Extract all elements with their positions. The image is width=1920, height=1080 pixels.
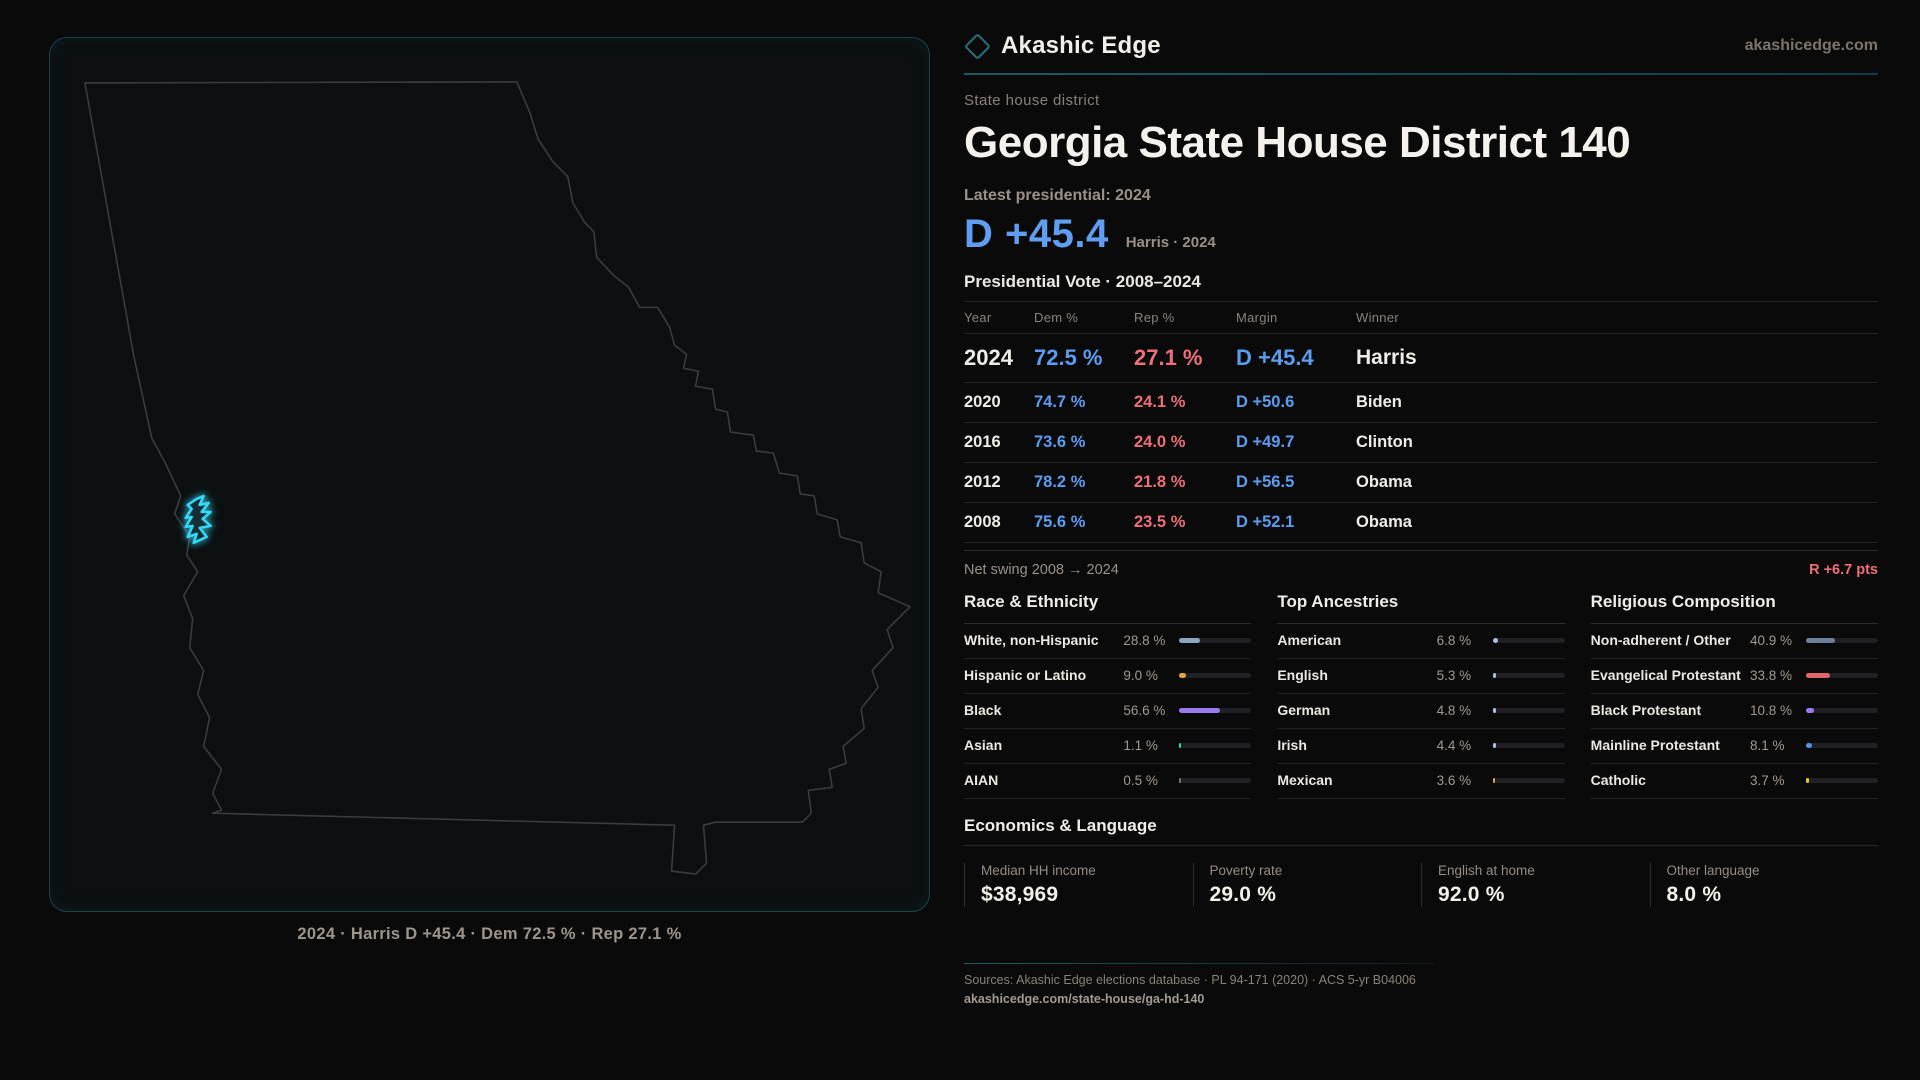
- demo-bar: [1179, 743, 1251, 748]
- demo-bar: [1806, 778, 1878, 783]
- demo-bar-fill: [1806, 743, 1812, 748]
- top-ancestries-column: [1277, 592, 1564, 799]
- demo-row: [964, 729, 1251, 764]
- year-cell: 2016: [964, 432, 1001, 451]
- rep-cell: 24.0 %: [1134, 432, 1186, 451]
- economics-stat-value: $38,969: [981, 882, 1059, 906]
- demo-row: [964, 764, 1251, 799]
- demo-row: [1277, 694, 1564, 729]
- result-row: [964, 503, 1878, 543]
- demo-bar: [1179, 673, 1251, 678]
- district-kicker: State house district: [964, 91, 1100, 109]
- demo-bar: [1806, 638, 1878, 643]
- year-cell: 2020: [964, 392, 1001, 411]
- demo-value: 3.6 %: [1436, 773, 1472, 788]
- demo-label: Hispanic or Latino: [964, 666, 1087, 683]
- demo-bar: [1179, 778, 1251, 783]
- demo-bar-fill: [1179, 778, 1181, 783]
- demo-section-title: Religious Composition: [1591, 592, 1878, 624]
- demo-row: [1277, 729, 1564, 764]
- demo-bar: [1806, 743, 1878, 748]
- demo-bar-fill: [1179, 673, 1185, 678]
- economics-stat-value: 29.0 %: [1209, 882, 1277, 906]
- demo-row: [1591, 729, 1878, 764]
- demo-value: 6.8 %: [1436, 633, 1472, 648]
- margin-cell: D +50.6: [1236, 392, 1295, 411]
- headline-stat: [964, 212, 1878, 257]
- table-end-divider: [964, 550, 1878, 551]
- demo-value: 8.1 %: [1750, 738, 1785, 753]
- demo-row: [964, 624, 1251, 659]
- demo-row: [1591, 624, 1878, 659]
- margin-cell: D +52.1: [1236, 512, 1295, 531]
- demo-row: [1277, 624, 1564, 659]
- demo-bar-fill: [1806, 673, 1830, 678]
- economics-title: Economics & Language: [964, 815, 1157, 835]
- demo-bar-fill: [1806, 708, 1814, 713]
- demo-value: 33.8 %: [1750, 668, 1793, 683]
- demo-value: 0.5 %: [1123, 773, 1158, 788]
- demo-label: English: [1277, 666, 1328, 683]
- demo-bar: [1493, 673, 1565, 678]
- demo-bar-fill: [1493, 708, 1496, 713]
- demo-row: [964, 659, 1251, 694]
- results-table-title: Presidential Vote · 2008–2024: [964, 271, 1201, 291]
- result-row: [964, 383, 1878, 423]
- economics-stat-label: Other language: [1666, 862, 1760, 878]
- year-cell: 2024: [964, 344, 1013, 370]
- demo-label: White, non-Hispanic: [964, 631, 1099, 648]
- map-caption: 2024 · Harris D +45.4 · Dem 72.5 % · Rep 27.1 %: [297, 925, 682, 943]
- report-panel: [964, 30, 1878, 1006]
- economics-stats: [964, 863, 1878, 907]
- economics-divider: [964, 845, 1878, 846]
- demo-value: 4.4 %: [1436, 738, 1472, 753]
- demo-label: Mainline Protestant: [1590, 736, 1720, 753]
- diamond-logo-icon: [964, 33, 991, 60]
- brand-header: [964, 30, 1878, 62]
- demo-row: [1591, 764, 1878, 799]
- brand-logo: [964, 32, 1161, 60]
- header-divider: [964, 73, 1878, 75]
- demo-section-title: Top Ancestries: [1277, 592, 1564, 624]
- economics-stat: [964, 863, 1193, 907]
- economics-stat-label: Median HH income: [981, 862, 1096, 878]
- demo-bar: [1493, 708, 1565, 713]
- demo-row: [964, 694, 1251, 729]
- demo-value: 28.8 %: [1123, 633, 1166, 648]
- latest-presidential-label: Latest presidential: 2024: [964, 186, 1151, 204]
- demo-bar: [1493, 743, 1565, 748]
- demo-value: 56.6 %: [1123, 703, 1166, 718]
- economics-stat-label: Poverty rate: [1209, 862, 1283, 878]
- demo-bar: [1806, 673, 1878, 678]
- economics-stat: [1650, 863, 1879, 907]
- demo-value: 5.3 %: [1436, 668, 1472, 683]
- results-table-header: [964, 302, 1878, 334]
- demo-bar: [1493, 638, 1565, 643]
- demo-bar: [1179, 708, 1251, 713]
- rep-cell: 24.1 %: [1134, 392, 1186, 411]
- margin-cell: D +56.5: [1236, 472, 1295, 491]
- result-row: [964, 463, 1878, 503]
- demo-section-title: Race & Ethnicity: [964, 592, 1251, 624]
- footer-divider: [964, 963, 1434, 965]
- headline-margin-value: D +45.4: [964, 211, 1109, 256]
- economics-stat-value: 8.0 %: [1666, 882, 1722, 906]
- demo-value: 9.0 %: [1123, 668, 1158, 683]
- page-title: Georgia State House District 140: [964, 117, 1631, 167]
- demo-value: 40.9 %: [1750, 633, 1793, 648]
- column-header-c-demh: Dem %: [1034, 309, 1079, 325]
- demo-label: Evangelical Protestant: [1590, 666, 1741, 683]
- winner-cell: Obama: [1356, 472, 1412, 491]
- winner-cell: Biden: [1356, 392, 1402, 411]
- net-swing-row: [964, 562, 1878, 578]
- demo-value: 3.7 %: [1750, 773, 1785, 788]
- dem-cell: 72.5 %: [1034, 344, 1103, 370]
- dem-cell: 74.7 %: [1034, 392, 1086, 411]
- winner-cell: Obama: [1356, 512, 1412, 531]
- demo-bar: [1493, 778, 1565, 783]
- demo-value: 1.1 %: [1123, 738, 1158, 753]
- column-header-c-marginh: Margin: [1236, 309, 1278, 325]
- demo-bar-fill: [1806, 638, 1835, 643]
- demo-bar-fill: [1179, 638, 1200, 643]
- column-header-c-reph: Rep %: [1134, 309, 1175, 325]
- demo-label: Irish: [1277, 736, 1307, 753]
- margin-cell: D +49.7: [1236, 432, 1295, 451]
- winner-cell: Harris: [1356, 345, 1417, 369]
- demo-row: [1591, 694, 1878, 729]
- dem-cell: 73.6 %: [1034, 432, 1086, 451]
- demo-bar-fill: [1179, 708, 1220, 713]
- results-table: [964, 301, 1878, 543]
- demo-bar-fill: [1806, 778, 1809, 783]
- demo-bar-fill: [1493, 638, 1498, 643]
- georgia-map: [50, 38, 929, 911]
- demographics-grid: [964, 592, 1878, 799]
- permalink-url[interactable]: akashicedge.com/state-house/ga-hd-140: [964, 992, 1205, 1006]
- demo-label: Asian: [964, 736, 1003, 753]
- rep-cell: 23.5 %: [1134, 512, 1186, 531]
- demo-bar-fill: [1179, 743, 1181, 748]
- sources-line: Sources: Akashic Edge elections database · PL 94-171 (2020) · ACS 5-yr B04006: [964, 973, 1416, 987]
- demo-label: American: [1277, 631, 1342, 648]
- demo-row: [1277, 764, 1564, 799]
- dem-cell: 75.6 %: [1034, 512, 1086, 531]
- brand-name: Akashic Edge: [1001, 32, 1161, 59]
- demo-value: 4.8 %: [1436, 703, 1472, 718]
- demo-label: German: [1277, 701, 1331, 718]
- economics-stat: [1193, 863, 1422, 907]
- demo-value: 10.8 %: [1750, 703, 1793, 718]
- brand-domain-link[interactable]: akashicedge.com: [1744, 37, 1878, 54]
- economics-stat-value: 92.0 %: [1438, 882, 1505, 906]
- column-header-c-winnerh: Winner: [1356, 309, 1399, 325]
- race-ethnicity-column: [964, 592, 1251, 799]
- rep-cell: 21.8 %: [1134, 472, 1186, 491]
- economics-stat: [1421, 863, 1650, 907]
- demo-bar: [1806, 708, 1878, 713]
- state-map-panel: [49, 37, 930, 912]
- religious-composition-column: [1591, 592, 1878, 799]
- result-row: [964, 334, 1878, 383]
- year-cell: 2012: [964, 472, 1001, 491]
- rep-cell: 27.1 %: [1134, 344, 1203, 370]
- net-swing-value: R +6.7 pts: [1809, 561, 1878, 578]
- georgia-outline: [85, 82, 910, 874]
- demo-bar-fill: [1493, 743, 1496, 748]
- demo-bar: [1179, 638, 1251, 643]
- column-header-c-yearh: Year: [964, 309, 992, 325]
- demo-label: Catholic: [1590, 771, 1646, 788]
- dem-cell: 78.2 %: [1034, 472, 1086, 491]
- result-row: [964, 423, 1878, 463]
- demo-label: Non-adherent / Other: [1590, 631, 1731, 648]
- demo-row: [1591, 659, 1878, 694]
- demo-bar-fill: [1493, 778, 1496, 783]
- winner-cell: Clinton: [1356, 432, 1413, 451]
- demo-label: Black Protestant: [1590, 701, 1702, 718]
- demo-label: Black: [964, 701, 1002, 718]
- margin-cell: D +45.4: [1236, 344, 1314, 370]
- demo-label: Mexican: [1277, 771, 1333, 788]
- year-cell: 2008: [964, 512, 1001, 531]
- demo-bar-fill: [1493, 673, 1497, 678]
- headline-margin-sub: Harris · 2024: [1125, 233, 1216, 251]
- net-swing-label: Net swing 2008 → 2024: [964, 561, 1119, 578]
- economics-stat-label: English at home: [1438, 862, 1535, 878]
- demo-label: AIAN: [964, 771, 999, 788]
- demo-row: [1277, 659, 1564, 694]
